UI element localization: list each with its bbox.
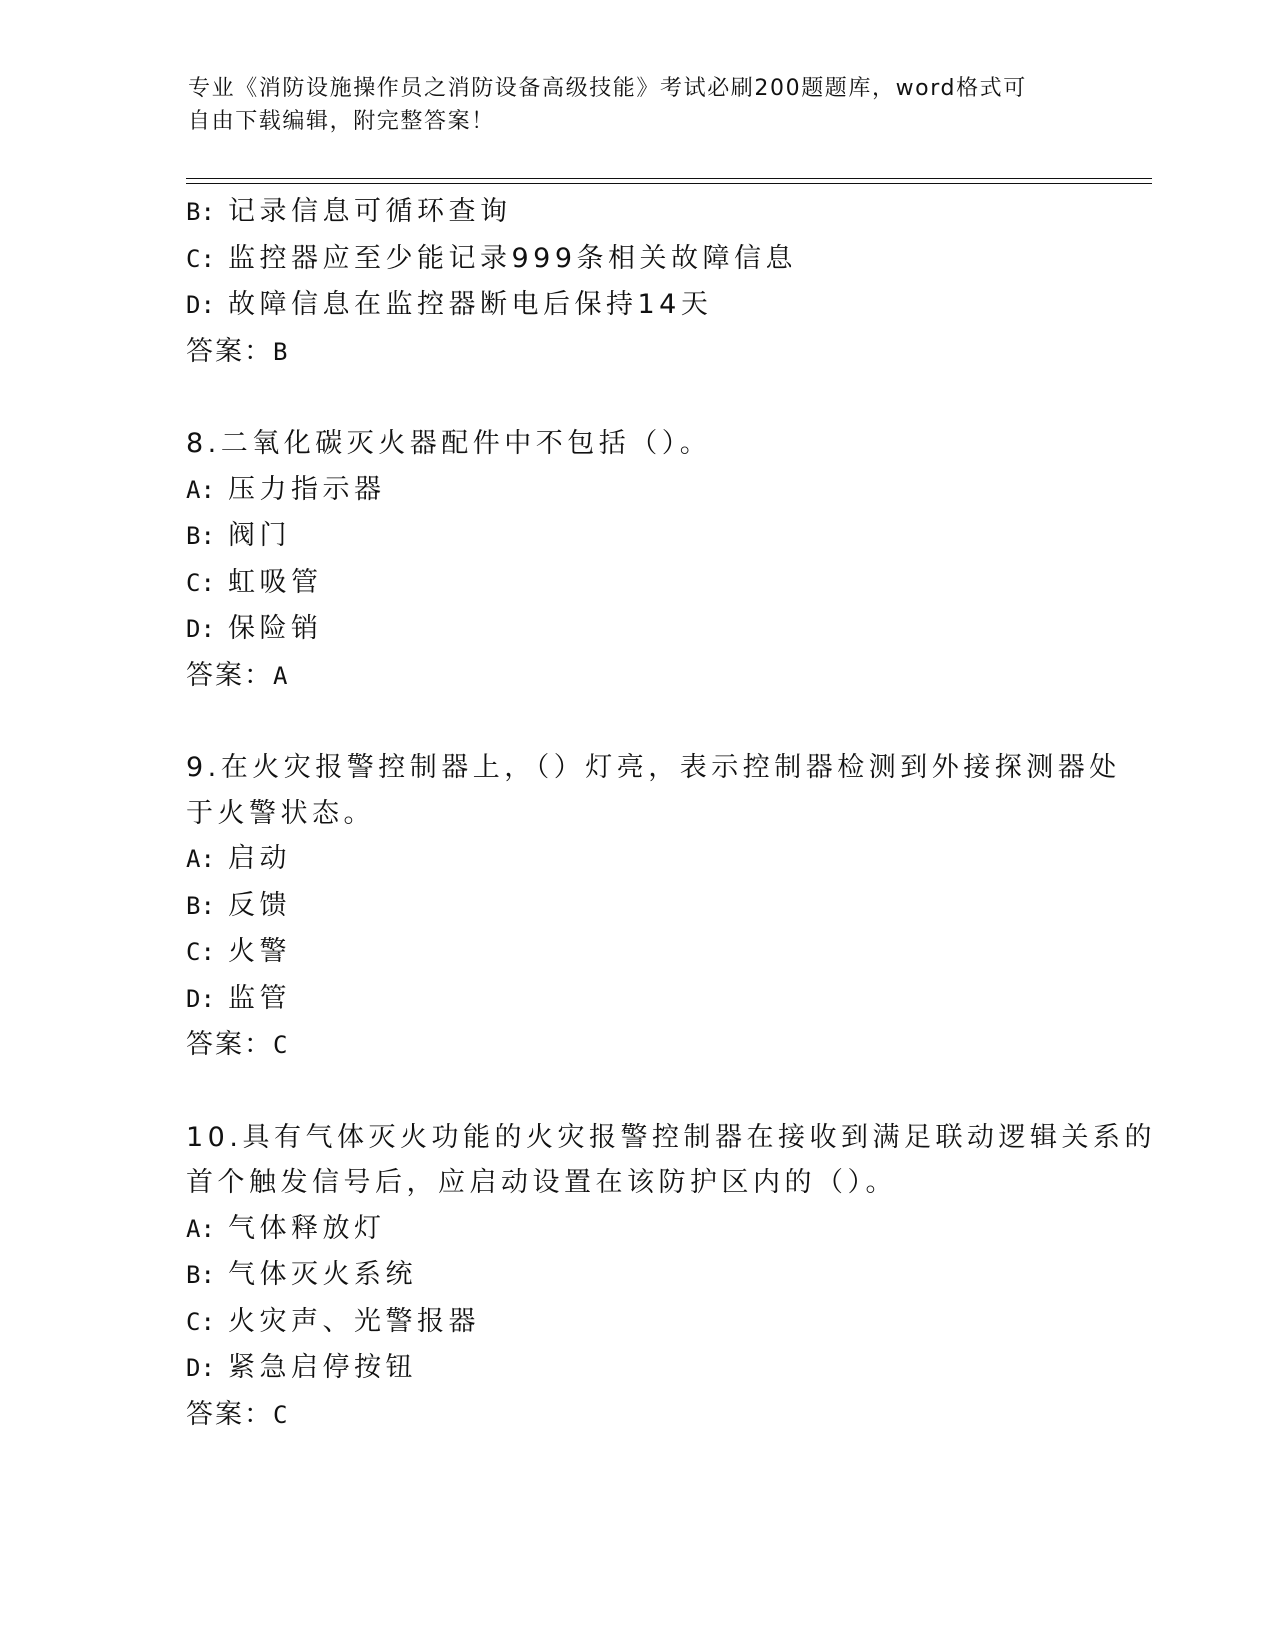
header-line-1: 专业《消防设施操作员之消防设备高级技能》考试必刷200题题库，word格式可 bbox=[188, 76, 1027, 101]
option-key: B: bbox=[186, 522, 215, 550]
option-text: 压力指示器 bbox=[228, 473, 386, 505]
stem-line: 9.在火灾报警控制器上，（）灯亮，表示控制器检测到外接探测器处 bbox=[186, 752, 1121, 783]
answer-value: C bbox=[273, 1400, 290, 1429]
question-list bbox=[186, 189, 1156, 1438]
option-key: C: bbox=[186, 938, 215, 966]
option-text: 监管 bbox=[228, 982, 291, 1014]
header-divider-bottom bbox=[186, 183, 1152, 184]
stem-line: 8.二氧化碳灭火器配件中不包括（）。 bbox=[186, 428, 712, 459]
option-key: C: bbox=[186, 244, 215, 273]
answer-line bbox=[186, 1392, 1086, 1439]
option-key: D: bbox=[186, 615, 215, 643]
answer-value: B bbox=[273, 337, 290, 366]
question-stem bbox=[186, 745, 1121, 836]
option-c bbox=[186, 1299, 1086, 1346]
option-text: 阀门 bbox=[228, 520, 291, 551]
answer-line bbox=[186, 1022, 1086, 1069]
option-b bbox=[186, 513, 1086, 560]
option-text: 火警 bbox=[228, 936, 291, 967]
option-key: D: bbox=[186, 291, 215, 319]
question-8 bbox=[186, 421, 1086, 699]
question-9 bbox=[186, 745, 1121, 1069]
prev-question-block bbox=[186, 189, 1086, 375]
answer-label: 答案： bbox=[186, 1029, 273, 1060]
answer-value: A bbox=[273, 661, 290, 690]
option-a bbox=[186, 1206, 1086, 1253]
option-text: 虹吸管 bbox=[228, 566, 323, 598]
option-d bbox=[186, 1345, 1086, 1392]
question-stem bbox=[186, 1115, 1156, 1206]
header-line-2: 自由下载编辑，附完整答案！ bbox=[188, 109, 495, 134]
option-text: 保险销 bbox=[228, 613, 323, 644]
option-key: D: bbox=[186, 1354, 215, 1382]
option-text: 记录信息可循环查询 bbox=[228, 196, 512, 227]
option-b bbox=[186, 883, 1086, 930]
answer-label: 答案： bbox=[186, 659, 273, 691]
option-key: C: bbox=[186, 1307, 215, 1336]
question-10 bbox=[186, 1115, 1156, 1439]
option-b bbox=[186, 189, 1086, 236]
option-text: 气体灭火系统 bbox=[228, 1259, 417, 1290]
option-key: A: bbox=[186, 845, 215, 873]
option-text: 火灾声、光警报器 bbox=[228, 1305, 480, 1337]
option-a bbox=[186, 836, 1086, 883]
option-key: B: bbox=[186, 891, 215, 920]
option-key: A: bbox=[186, 1214, 215, 1243]
answer-line bbox=[186, 329, 1086, 376]
option-key: C: bbox=[186, 568, 215, 597]
answer-label: 答案： bbox=[186, 1398, 273, 1430]
option-key: A: bbox=[186, 475, 215, 504]
option-d bbox=[186, 606, 1086, 653]
answer-label: 答案： bbox=[186, 335, 273, 367]
option-a bbox=[186, 467, 1086, 514]
option-key: D: bbox=[186, 984, 215, 1013]
answer-value: C bbox=[273, 1031, 290, 1059]
option-key: B: bbox=[186, 1261, 215, 1289]
answer-line bbox=[186, 653, 1086, 700]
question-stem bbox=[186, 421, 1066, 467]
stem-line: 首个触发信号后，应启动设置在该防护区内的（）。 bbox=[186, 1167, 897, 1198]
option-text: 反馈 bbox=[228, 889, 291, 921]
stem-line: 于火警状态。 bbox=[186, 797, 375, 829]
option-c bbox=[186, 560, 1086, 607]
option-b bbox=[186, 1252, 1086, 1299]
option-d bbox=[186, 282, 1086, 329]
option-key: B: bbox=[186, 198, 215, 226]
option-text: 启动 bbox=[228, 843, 291, 874]
option-text: 紧急启停按钮 bbox=[228, 1352, 417, 1383]
option-text: 监控器应至少能记录999条相关故障信息 bbox=[228, 242, 798, 274]
option-c bbox=[186, 236, 1086, 283]
option-text: 故障信息在监控器断电后保持14天 bbox=[228, 289, 713, 320]
option-c bbox=[186, 929, 1086, 976]
option-text: 气体释放灯 bbox=[228, 1212, 386, 1244]
document-header bbox=[188, 72, 1088, 138]
header-divider-top bbox=[186, 178, 1152, 179]
stem-line: 10.具有气体灭火功能的火灾报警控制器在接收到满足联动逻辑关系的 bbox=[186, 1121, 1156, 1153]
option-d bbox=[186, 976, 1086, 1023]
